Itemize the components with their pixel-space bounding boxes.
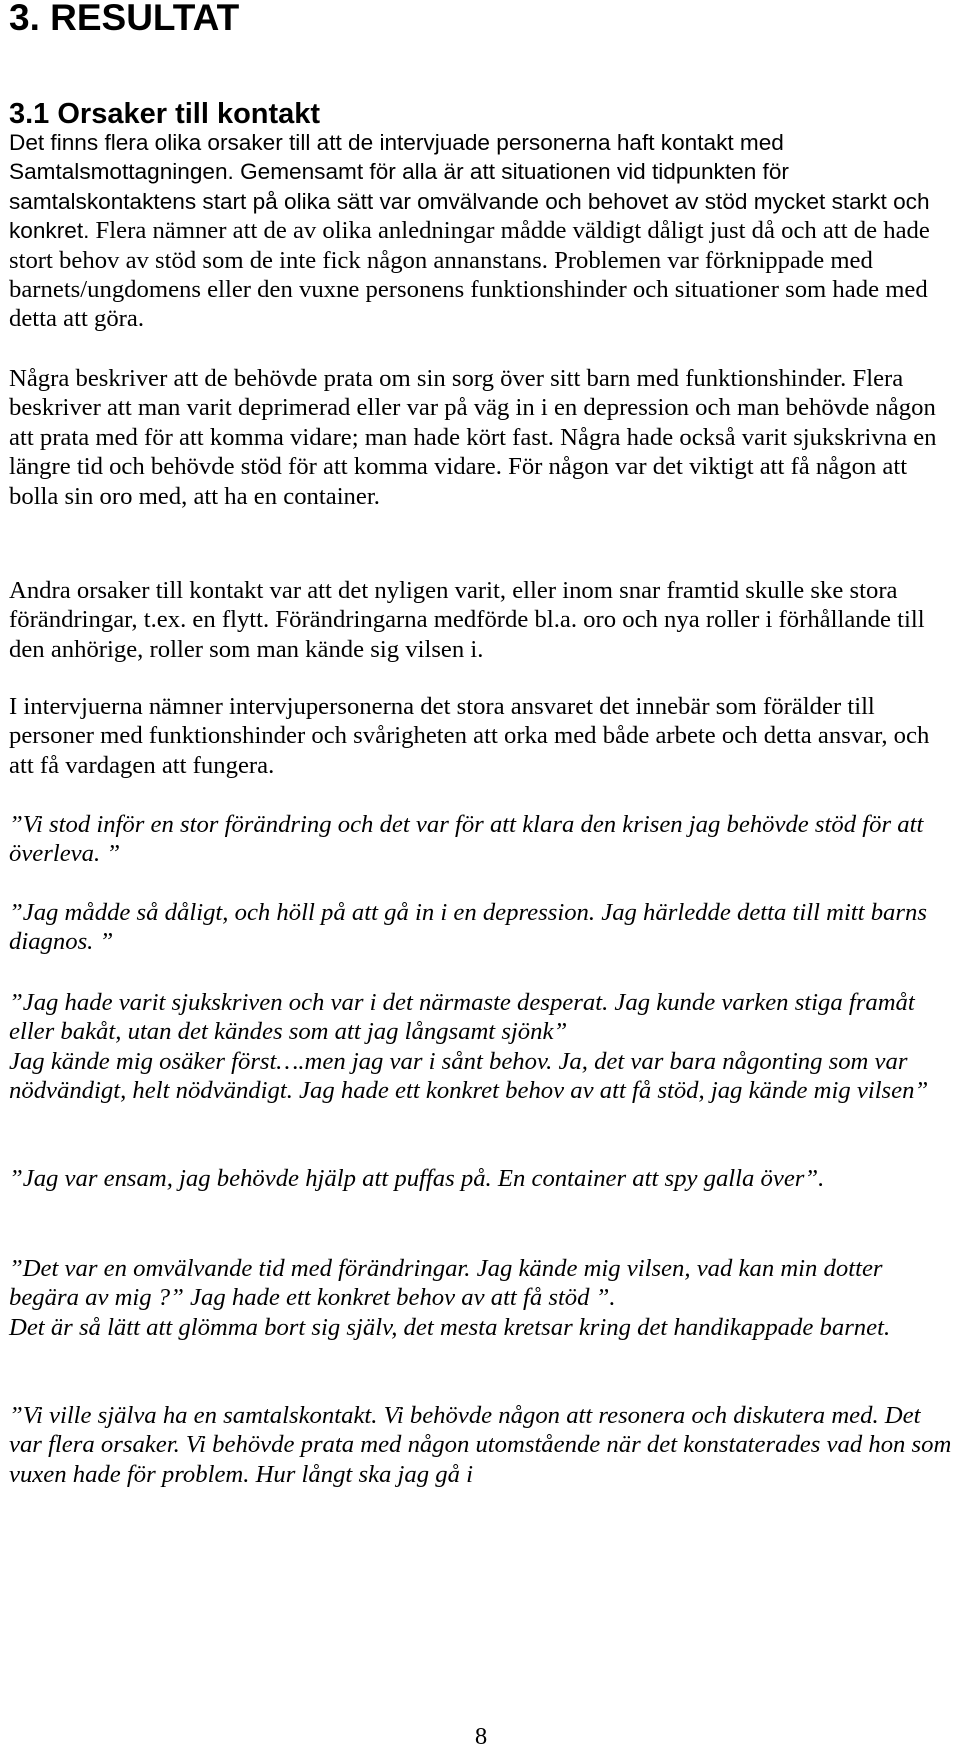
quote-1: ”Vi stod inför en stor förändring och det var för att klara den krisen jag behövde stöd för att överleva. ”: [9, 811, 924, 868]
section-heading: 3. RESULTAT: [9, 0, 240, 38]
quote-3b: Jag kände mig osäker först….men jag var i sånt behov. Ja, det var bara någonting som var nödvändigt, helt nödvändigt. Jag hade ett konkret behov av att få stöd, jag kände mig vilsen”: [9, 1048, 929, 1105]
paragraph-1: [9, 128, 955, 334]
paragraph-1-sans-part: Det finns flera olika orsaker till att de intervjuade personerna haft kontakt med Samtalsmottagningen. Gemensamt för alla är att situationen vid tidpunkten för samtalskontaktens start på olika sätt var omvälvande och behovet av stöd mycket starkt och konkret.: [9, 130, 930, 244]
quote-3a: ”Jag hade varit sjukskriven och var i det närmaste desperat. Jag kunde varken stiga framåt eller bakåt, utan det kändes som att jag långsamt sjönk”: [9, 989, 915, 1046]
subsection-heading: 3.1 Orsaker till kontakt: [9, 98, 321, 130]
quote-4: ”Jag var ensam, jag behövde hjälp att puffas på. En container att spy galla över”.: [9, 1165, 825, 1192]
paragraph-2: Några beskriver att de behövde prata om sin sorg över sitt barn med funktionshinder. Flera beskriver att man varit deprimerad eller var på väg in i en depression och man behövde någon att prata med för att komma vidare; man hade kört fast. Några hade också varit sjukskrivna en längre tid och behövde stöd för att komma vidare. För någon var det viktigt att få någon att bolla sin oro med, att ha en container.: [9, 365, 937, 510]
quote-6: ”Vi ville själva ha en samtalskontakt. Vi behövde någon att resonera och diskutera med. Det var flera orsaker. Vi behövde prata med någon utomstående när det konstaterades vad hon som vuxen hade för problem. Hur långt ska jag gå i: [9, 1402, 952, 1488]
quote-5a: ”Det var en omvälvande tid med förändringar. Jag kände mig vilsen, vad kan min dotter begära av mig ?” Jag hade ett konkret behov av att få stöd ”.: [9, 1255, 883, 1312]
paragraph-3: Andra orsaker till kontakt var att det nyligen varit, eller inom snar framtid skulle ske stora förändringar, t.ex. en flytt. Förändringarna medförde bl.a. oro och nya roller i förhållande till den anhörige, roller som man kände sig vilsen i.: [9, 577, 925, 663]
paragraph-4: I intervjuerna nämner intervjupersonerna det stora ansvaret det innebär som förälder till personer med funktionshinder och svårigheten att orka med både arbete och detta ansvar, och att få vardagen att fungera.: [9, 693, 930, 779]
quote-2: ”Jag mådde så dåligt, och höll på att gå in i en depression. Jag härledde detta till mitt barns diagnos. ”: [9, 899, 927, 956]
quote-5b: Det är så lätt att glömma bort sig själv, det mesta kretsar kring det handikappade barnet.: [9, 1314, 891, 1341]
paragraph-1-serif-part: Flera nämner att de av olika anledningar mådde väldigt dåligt just då och att de hade stort behov av stöd som de inte fick någon annanstans. Problemen var förknippade med barnets/ungdomens eller den vuxne personens funktionshinder och situationer som hade med detta att göra.: [9, 217, 930, 333]
page-number: 8: [474, 1723, 488, 1750]
